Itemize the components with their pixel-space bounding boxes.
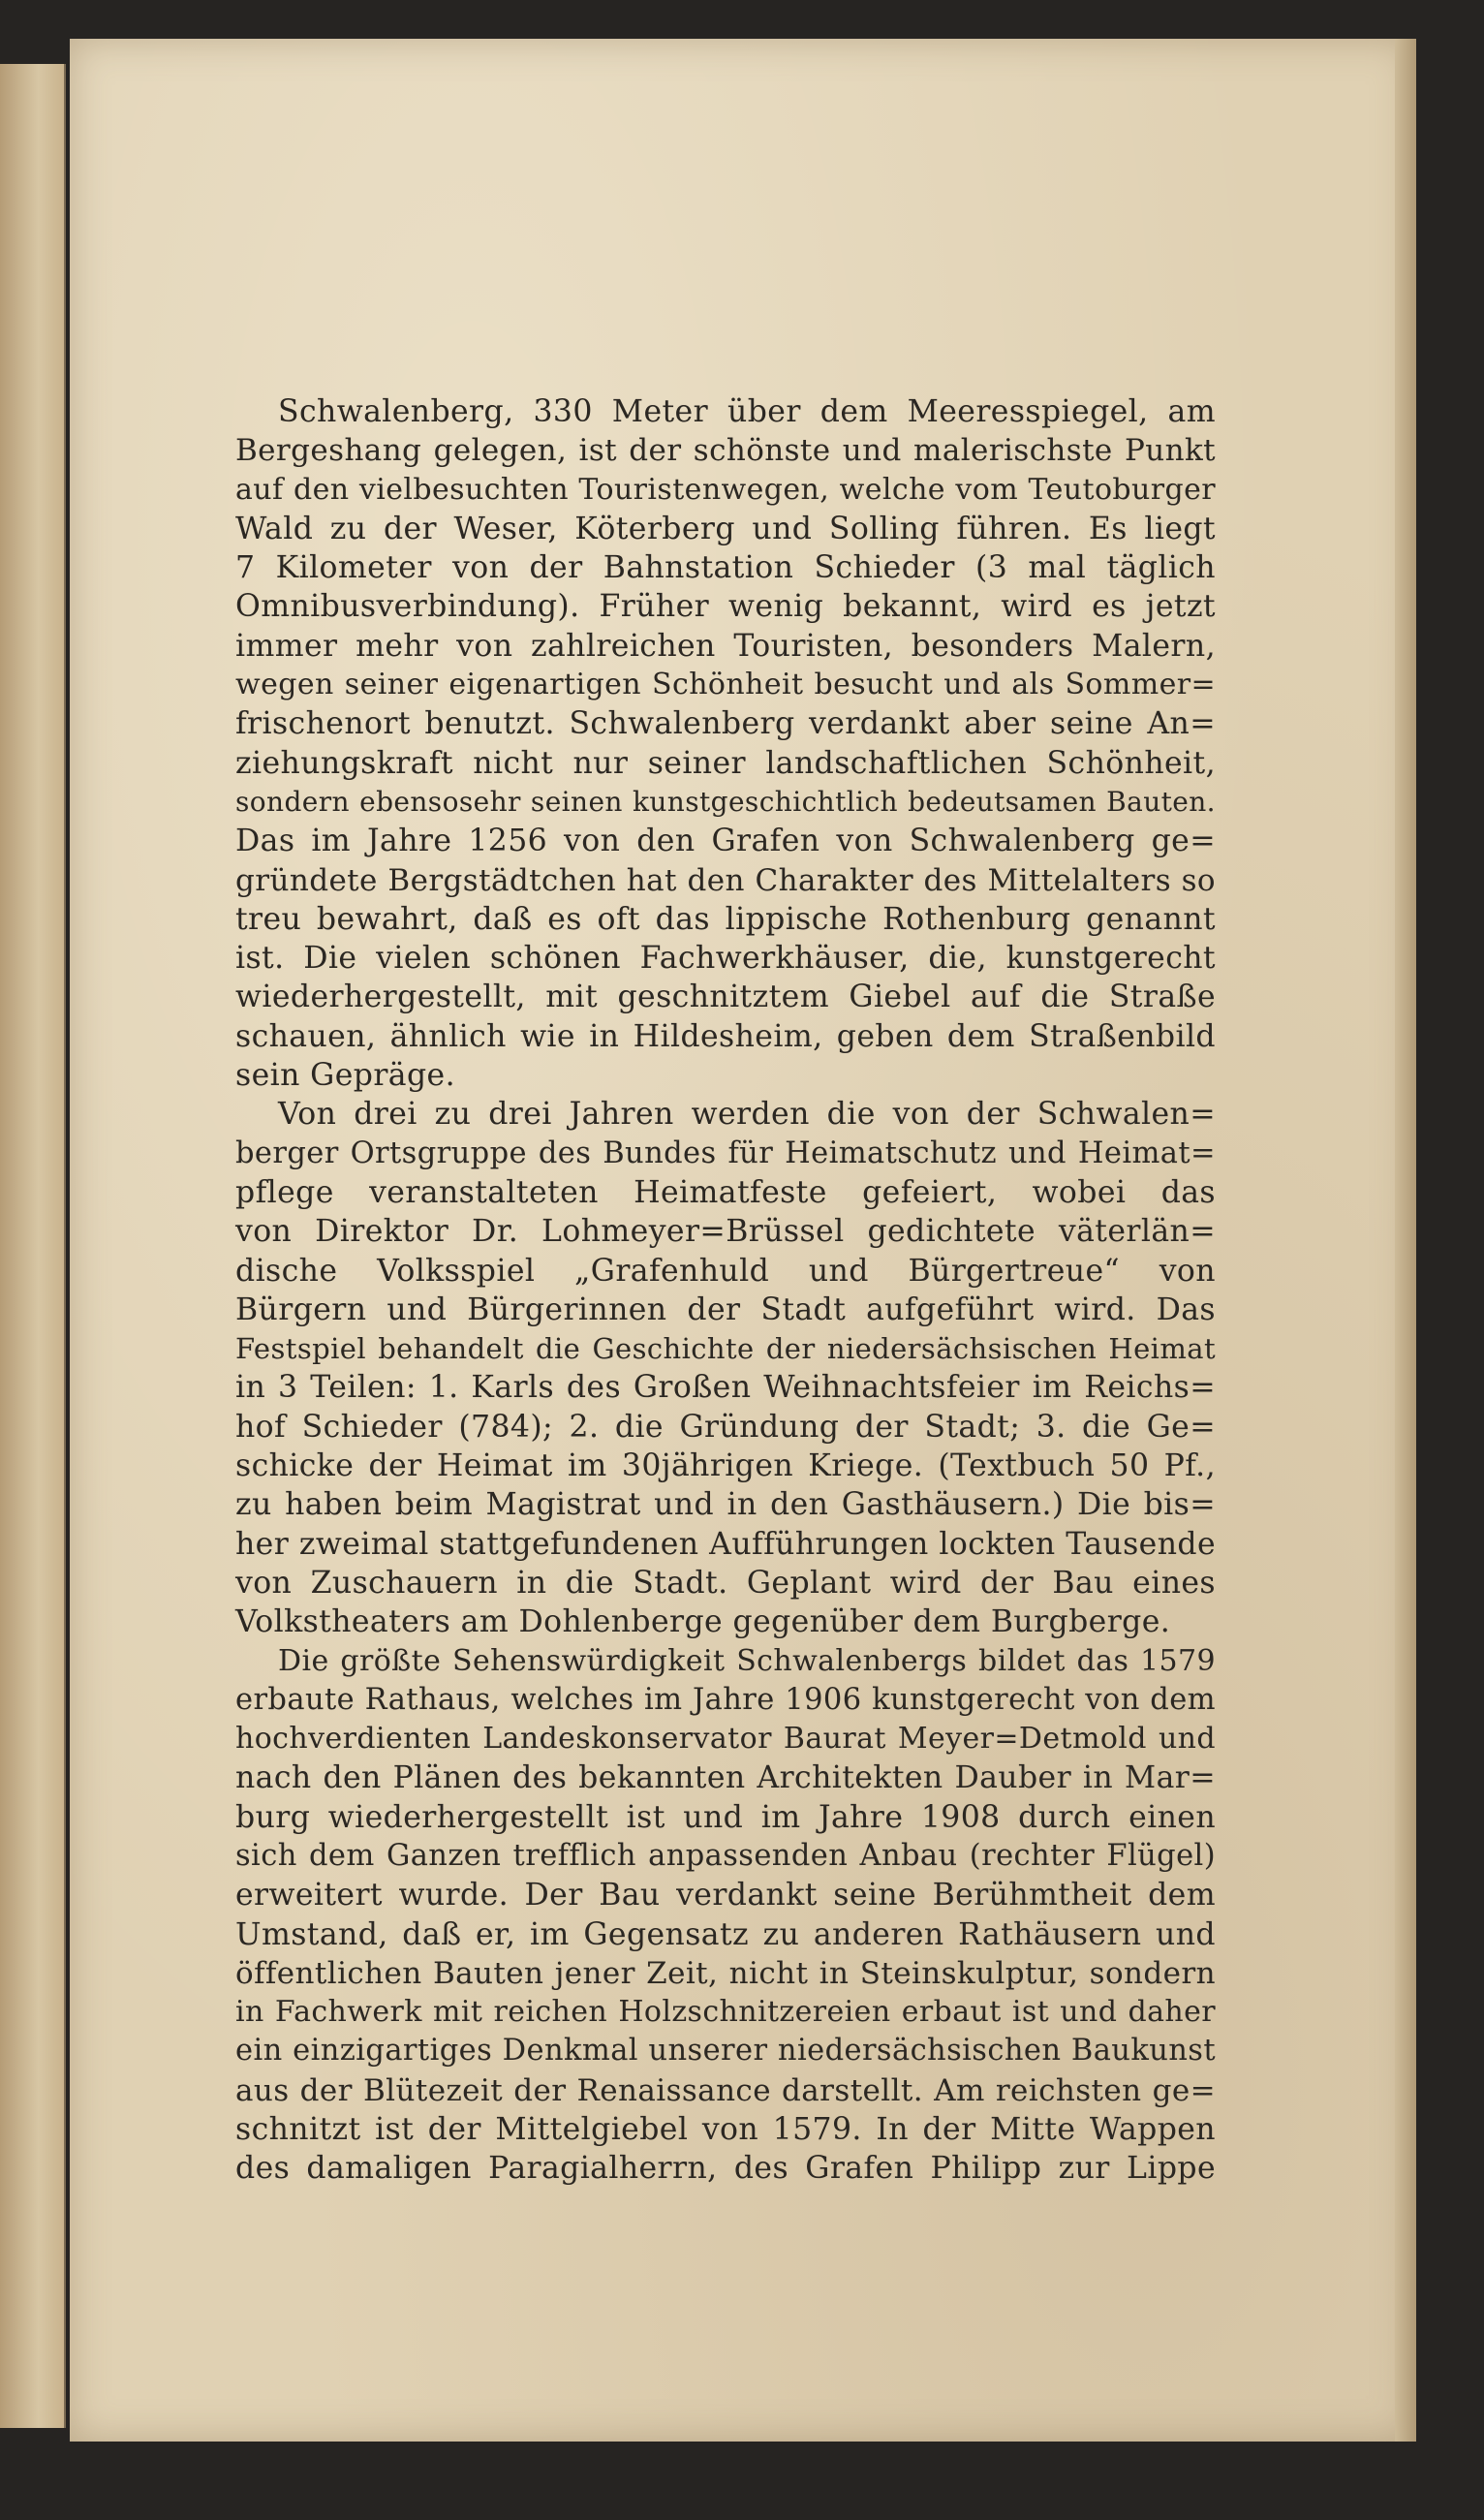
text-line: zu haben beim Magistrat und in den Gasthäusern.) Die bis= (235, 1487, 1216, 1523)
text-line: ein einzigartiges Denkmal unserer niedersächsischen Baukunst (235, 2034, 1216, 2069)
text-line: ziehungskraft nicht nur seiner landschaftlichen Schönheit, (235, 745, 1216, 781)
text-line: aus der Blütezeit der Renaissance darstellt. Am reichsten ge= (235, 2072, 1216, 2108)
text-line: dische Volksspiel „Grafenhuld und Bürgertreue“ von (235, 1253, 1216, 1289)
text-line: berger Ortsgruppe des Bundes für Heimatschutz und Heimat= (235, 1136, 1216, 1170)
text-line: gründete Bergstädtchen hat den Charakter des Mittelalters so (235, 862, 1216, 898)
text-line: 7 Kilometer von der Bahnstation Schieder (3 mal täglich (235, 550, 1216, 586)
text-line: Das im Jahre 1256 von den Grafen von Schwalenberg ge= (235, 824, 1216, 859)
text-line: sich dem Ganzen trefflich anpassenden Anbau (rechter Flügel) (235, 1838, 1216, 1873)
text-line: Die größte Sehenswürdigkeit Schwalenbergs bildet das 1579 (278, 1643, 1216, 1678)
text-line: öffentlichen Bauten jener Zeit, nicht in Steinskulptur, sondern (235, 1955, 1216, 1991)
text-line: schicke der Heimat im 30jährigen Kriege. (Textbuch 50 Pf., (235, 1448, 1216, 1484)
text-line: Bergeshang gelegen, ist der schönste und malerischste Punkt (235, 433, 1216, 469)
text-line: hochverdienten Landeskonservator Baurat Meyer=Detmold und (235, 1722, 1216, 1757)
text-line: Volkstheaters am Dohlenberge gegenüber dem Burgberge. (235, 1604, 1171, 1640)
text-line: auf den vielbesuchten Touristenwegen, welche vom Teutoburger (235, 472, 1216, 507)
text-line: immer mehr von zahlreichen Touristen, besonders Malern, (235, 628, 1216, 664)
facing-page-edge (0, 64, 66, 2428)
text-line: wiederhergestellt, mit geschnitztem Giebel auf die Straße (235, 980, 1216, 1015)
text-line: Wald zu der Weser, Köterberg und Solling führen. Es liegt (235, 511, 1216, 546)
text-line: Von drei zu drei Jahren werden die von der Schwalen= (278, 1097, 1216, 1133)
body-text (235, 392, 1216, 2189)
text-line: burg wiederhergestellt ist und im Jahre 1908 durch einen (235, 1799, 1216, 1835)
text-line: nach den Plänen des bekannten Architekten Dauber in Mar= (235, 1760, 1216, 1796)
text-line: wegen seiner eigenartigen Schönheit besucht und als Sommer= (235, 668, 1216, 702)
text-line: sondern ebensosehr seinen kunstgeschichtlich bedeutsamen Bauten. (235, 785, 1216, 818)
text-line: treu bewahrt, daß es oft das lippische Rothenburg genannt (235, 901, 1216, 937)
text-line: Omnibusverbindung). Früher wenig bekannt, wird es jetzt (235, 589, 1216, 625)
text-line: Bürgern und Bürgerinnen der Stadt aufgeführt wird. Das (235, 1291, 1216, 1327)
text-line: sein Gepräge. (235, 1058, 456, 1094)
text-line: ist. Die vielen schönen Fachwerkhäuser, die, kunstgerecht (235, 941, 1216, 977)
text-line: des damaligen Paragialherrn, des Grafen Philipp zur Lippe (235, 2151, 1216, 2187)
text-line: hof Schieder (784); 2. die Gründung der Stadt; 3. die Ge= (235, 1409, 1216, 1445)
text-line: schnitzt ist der Mittelgiebel von 1579. In der Mitte Wappen (235, 2112, 1216, 2148)
text-line: Schwalenberg, 330 Meter über dem Meeresspiegel, am (278, 394, 1216, 429)
text-line: von Zuschauern in die Stadt. Geplant wird der Bau eines (235, 1565, 1216, 1601)
text-line: von Direktor Dr. Lohmeyer=Brüssel gedichtete väterlän= (235, 1214, 1216, 1250)
text-line: in 3 Teilen: 1. Karls des Großen Weihnachtsfeier im Reichs= (235, 1370, 1216, 1406)
text-line: Umstand, daß er, im Gegensatz zu anderen Rathäusern und (235, 1916, 1216, 1952)
text-line: Festspiel behandelt die Geschichte der niedersächsischen Heimat (235, 1332, 1216, 1366)
text-line: in Fachwerk mit reichen Holzschnitzereien erbaut ist und daher (235, 1995, 1216, 2030)
text-line: schauen, ähnlich wie in Hildesheim, geben dem Straßenbild (235, 1018, 1216, 1054)
text-line: pflege veranstalteten Heimatfeste gefeiert, wobei das (235, 1174, 1216, 1210)
text-line: frischenort benutzt. Schwalenberg verdankt aber seine An= (235, 706, 1216, 742)
page-edge-shadow (1395, 39, 1416, 2442)
text-line: erweitert wurde. Der Bau verdankt seine Berühmtheit dem (235, 1878, 1216, 1913)
text-line: her zweimal stattgefundenen Aufführungen lockten Tausende (235, 1526, 1216, 1562)
text-line: erbaute Rathaus, welches im Jahre 1906 kunstgerecht von dem (235, 1682, 1216, 1717)
